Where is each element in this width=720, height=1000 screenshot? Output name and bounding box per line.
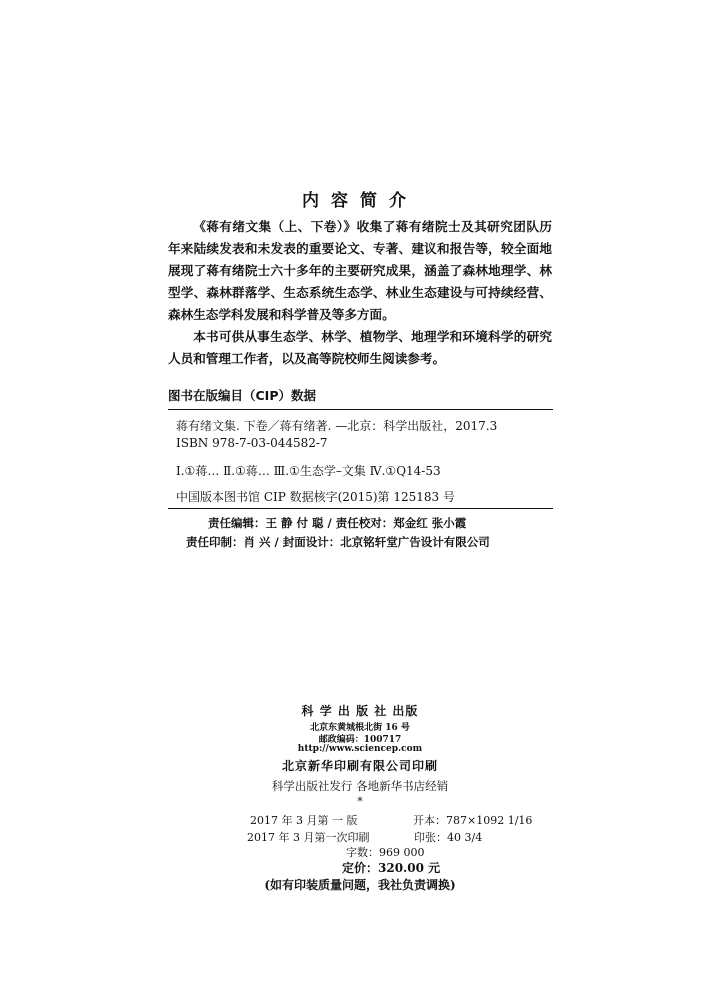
publisher-name: 科 学 出 版 社 出版 [301, 704, 419, 718]
separator-star: * [357, 795, 363, 808]
summary-paragraph: 本书可供从事生态学、林学、植物学、地理学和环境科学的研究人员和管理工作者，以及高等院校师生阅读参考。 [168, 329, 552, 366]
price-line: 定价：320.00 元 [342, 861, 441, 875]
publisher-address: 北京东黄城根北街 16 号 [310, 723, 410, 733]
cip-classification-line: Ⅰ.①蒋… Ⅱ.①蒋… Ⅲ.①生态学–文集 Ⅳ.①Q14-53 [176, 464, 441, 478]
publisher-postcode: 邮政编码：100717 [318, 735, 402, 745]
cip-record-line: 中国版本图书馆 CIP 数据核字(2015)第 125183 号 [176, 490, 455, 504]
cip-heading: 图书在版编目（CIP）数据 [168, 388, 316, 403]
summary-paragraph: 《蒋有绪文集（上、下卷）》收集了蒋有绪院士及其研究团队历年来陆续发表和未发表的重要论文、专著、建议和报告等，较全面地展现了蒋有绪院士六十多年的主要研究成果，涵盖了森林地理学、林型学、森林群落学、生态系统生态学、林业生态建设与可持续经营、森林生态学科发展和科学普及等多方面。 [168, 219, 552, 322]
cip-bottom-rule [168, 508, 553, 509]
word-count-line: 字数：969 000 [346, 846, 425, 859]
format-line: 开本：787×1092 1/16 [413, 814, 533, 827]
summary-body [168, 216, 552, 370]
cip-top-rule [168, 409, 553, 410]
quality-note: (如有印装质量问题，我社负责调换) [264, 878, 456, 892]
production-credit-line: 责任印制：肖 兴 / 封面设计：北京铭轩堂广告设计有限公司 [186, 535, 490, 549]
editor-credit-line: 责任编辑：王 静 付 聪 / 责任校对：郑金红 张小霞 [208, 516, 467, 530]
summary-title: 内容简介 [302, 191, 418, 211]
sheets-line: 印张：40 3/4 [414, 831, 483, 844]
distribution-line: 科学出版社发行 各地新华书店经销 [271, 779, 449, 793]
publisher-url: http://www.sciencep.com [297, 744, 423, 754]
edition-line: 2017 年 3 月第 一 版 [250, 814, 358, 827]
cip-title-line: 蒋有绪文集. 下卷／蒋有绪著. —北京：科学出版社，2017.3 [176, 419, 498, 433]
printer-line: 北京新华印刷有限公司印刷 [281, 759, 438, 773]
printing-line: 2017 年 3 月第一次印刷 [247, 831, 370, 844]
cip-isbn-line: ISBN 978-7-03-044582-7 [176, 436, 328, 450]
